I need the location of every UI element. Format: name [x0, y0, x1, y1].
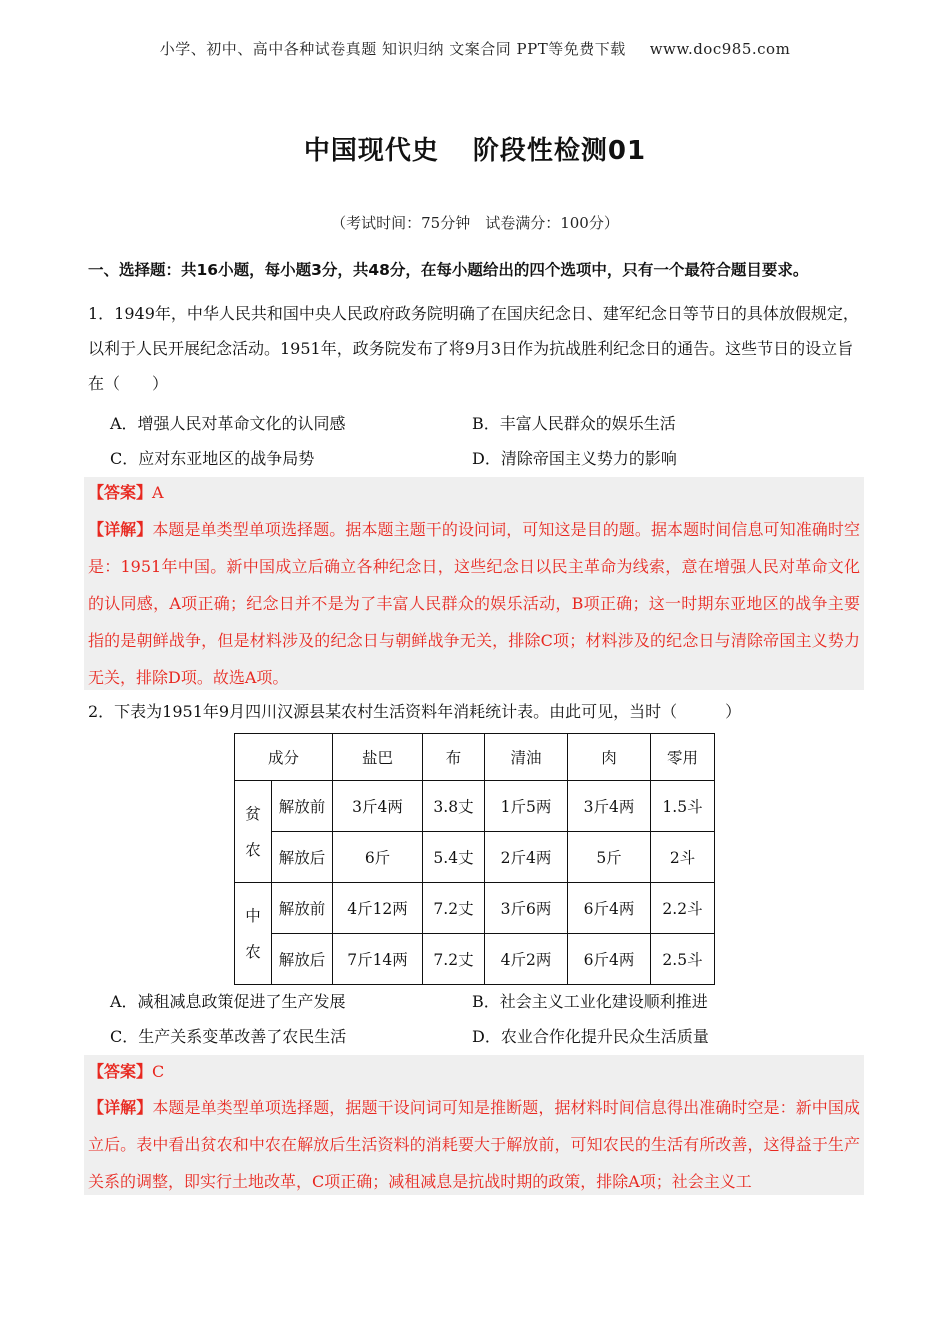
table-header-cell: 零用	[651, 734, 715, 781]
table-cell: 2.2斗	[651, 883, 715, 934]
table-cell: 7.2丈	[423, 883, 485, 934]
table-header-cell: 盐巴	[333, 734, 423, 781]
q1-option-c: C．应对东亚地区的战争局势	[110, 449, 315, 468]
table-row	[235, 781, 715, 832]
q1-stem: 1．1949年，中华人民共和国中央人民政府政务院明确了在国庆纪念日、建军纪念日等节日的具体放假规定，以利于人民开展纪念活动。1951年，政务院发布了将9月3日作为抗战胜利纪念日的通告。这些节日的设立旨在（ ）	[88, 304, 859, 393]
group-char: 农	[245, 840, 261, 859]
table-cell: 6斤4两	[568, 934, 651, 985]
q1-answer-value: A	[152, 483, 164, 502]
table-cell: 3.8丈	[423, 781, 485, 832]
section-heading: 一、选择题：共16小题，每小题3分，共48分，在每小题给出的四个选项中，只有一个最符合题目要求。	[88, 261, 809, 279]
group-label-middle-peasant	[235, 883, 272, 985]
table-cell: 2斤4两	[485, 832, 568, 883]
table-cell: 5.4丈	[423, 832, 485, 883]
group-char: 农	[245, 942, 261, 961]
q2-option-c: C．生产关系变革改善了农民生活	[110, 1027, 347, 1046]
row-label: 解放后	[272, 934, 333, 985]
q1-option-b: B．丰富人民群众的娱乐生活	[472, 414, 676, 433]
group-label-poor-peasant	[235, 781, 272, 883]
q1-detail-tag: 【详解】	[88, 520, 153, 539]
table-cell: 6斤	[333, 832, 423, 883]
table-row	[235, 883, 715, 934]
header-site-link[interactable]: www.doc985.com	[649, 40, 791, 58]
row-label: 解放前	[272, 781, 333, 832]
table-cell: 4斤12两	[333, 883, 423, 934]
table-cell: 7斤14两	[333, 934, 423, 985]
header-text: 小学、初中、高中各种试卷真题 知识归纳 文案合同 PPT等免费下载	[159, 40, 626, 58]
table-header-row	[235, 734, 715, 781]
consumption-table	[234, 733, 715, 985]
table-header-cell: 清油	[485, 734, 568, 781]
table-cell: 4斤2两	[485, 934, 568, 985]
q2-stem: 2．下表为1951年9月四川汉源县某农村生活资料年消耗统计表。由此可见，当时（ ）	[88, 702, 742, 721]
title-part-1: 中国现代史	[303, 136, 439, 166]
table-cell: 3斤4两	[333, 781, 423, 832]
q1-answer-tag: 【答案】	[88, 483, 153, 502]
page-title	[0, 130, 950, 167]
table-cell: 3斤6两	[485, 883, 568, 934]
group-char: 中	[245, 906, 261, 925]
q2-option-b: B．社会主义工业化建设顺利推进	[472, 992, 708, 1011]
q2-answer-value: C	[152, 1062, 165, 1081]
q2-detail-text: 本题是单类型单项选择题，据题干设问词可知是推断题，据材料时间信息得出准确时空是：新中国成立后。表中看出贫农和中农在解放后生活资料的消耗要大于解放前，可知农民的生活有所改善，这得益于生产关系的调整，即实行土地改革，C项正确；减租减息是抗战时期的政策，排除A项；社会主义工	[88, 1098, 860, 1191]
q1-option-d: D．清除帝国主义势力的影响	[472, 449, 677, 468]
table-cell: 3斤4两	[568, 781, 651, 832]
exam-info: （考试时间：75分钟 试卷满分：100分）	[331, 214, 619, 232]
table-cell: 5斤	[568, 832, 651, 883]
page-header	[0, 38, 950, 59]
q1-answer	[88, 482, 164, 504]
q2-detail	[88, 1089, 860, 1200]
q2-option-a: A．减租减息政策促进了生产发展	[110, 992, 346, 1011]
table-header-cell: 布	[423, 734, 485, 781]
table-row	[235, 934, 715, 985]
q2-answer	[88, 1061, 164, 1083]
table-cell: 7.2丈	[423, 934, 485, 985]
q1-detail	[88, 511, 860, 696]
q2-answer-tag: 【答案】	[88, 1062, 153, 1081]
table-header-cell: 肉	[568, 734, 651, 781]
table-cell: 6斤4两	[568, 883, 651, 934]
table-cell: 1斤5两	[485, 781, 568, 832]
group-char: 贫	[245, 804, 261, 823]
q1-option-a: A．增强人民对革命文化的认同感	[110, 414, 346, 433]
title-part-2: 阶段性检测01	[472, 136, 647, 166]
row-label: 解放前	[272, 883, 333, 934]
table-cell: 2斗	[651, 832, 715, 883]
table-header-cell: 成分	[235, 734, 333, 781]
table-row	[235, 832, 715, 883]
row-label: 解放后	[272, 832, 333, 883]
q1-detail-text: 本题是单类型单项选择题。据本题主题干的设问词，可知这是目的题。据本题时间信息可知准确时空是：1951年中国。新中国成立后确立各种纪念日，这些纪念日以民主革命为线索，意在增强人民对革命文化的认同感，A项正确；纪念日并不是为了丰富人民群众的娱乐活动，B项正确；这一时期东亚地区的战争主要指的是朝鲜战争，但是材料涉及的纪念日与朝鲜战争无关，排除C项；材料涉及的纪念日与清除帝国主义势力无关，排除D项。故选A项。	[88, 520, 860, 687]
q2-option-d: D．农业合作化提升民众生活质量	[472, 1027, 709, 1046]
table-cell: 1.5斗	[651, 781, 715, 832]
table-cell: 2.5斗	[651, 934, 715, 985]
q2-detail-tag: 【详解】	[88, 1098, 153, 1117]
